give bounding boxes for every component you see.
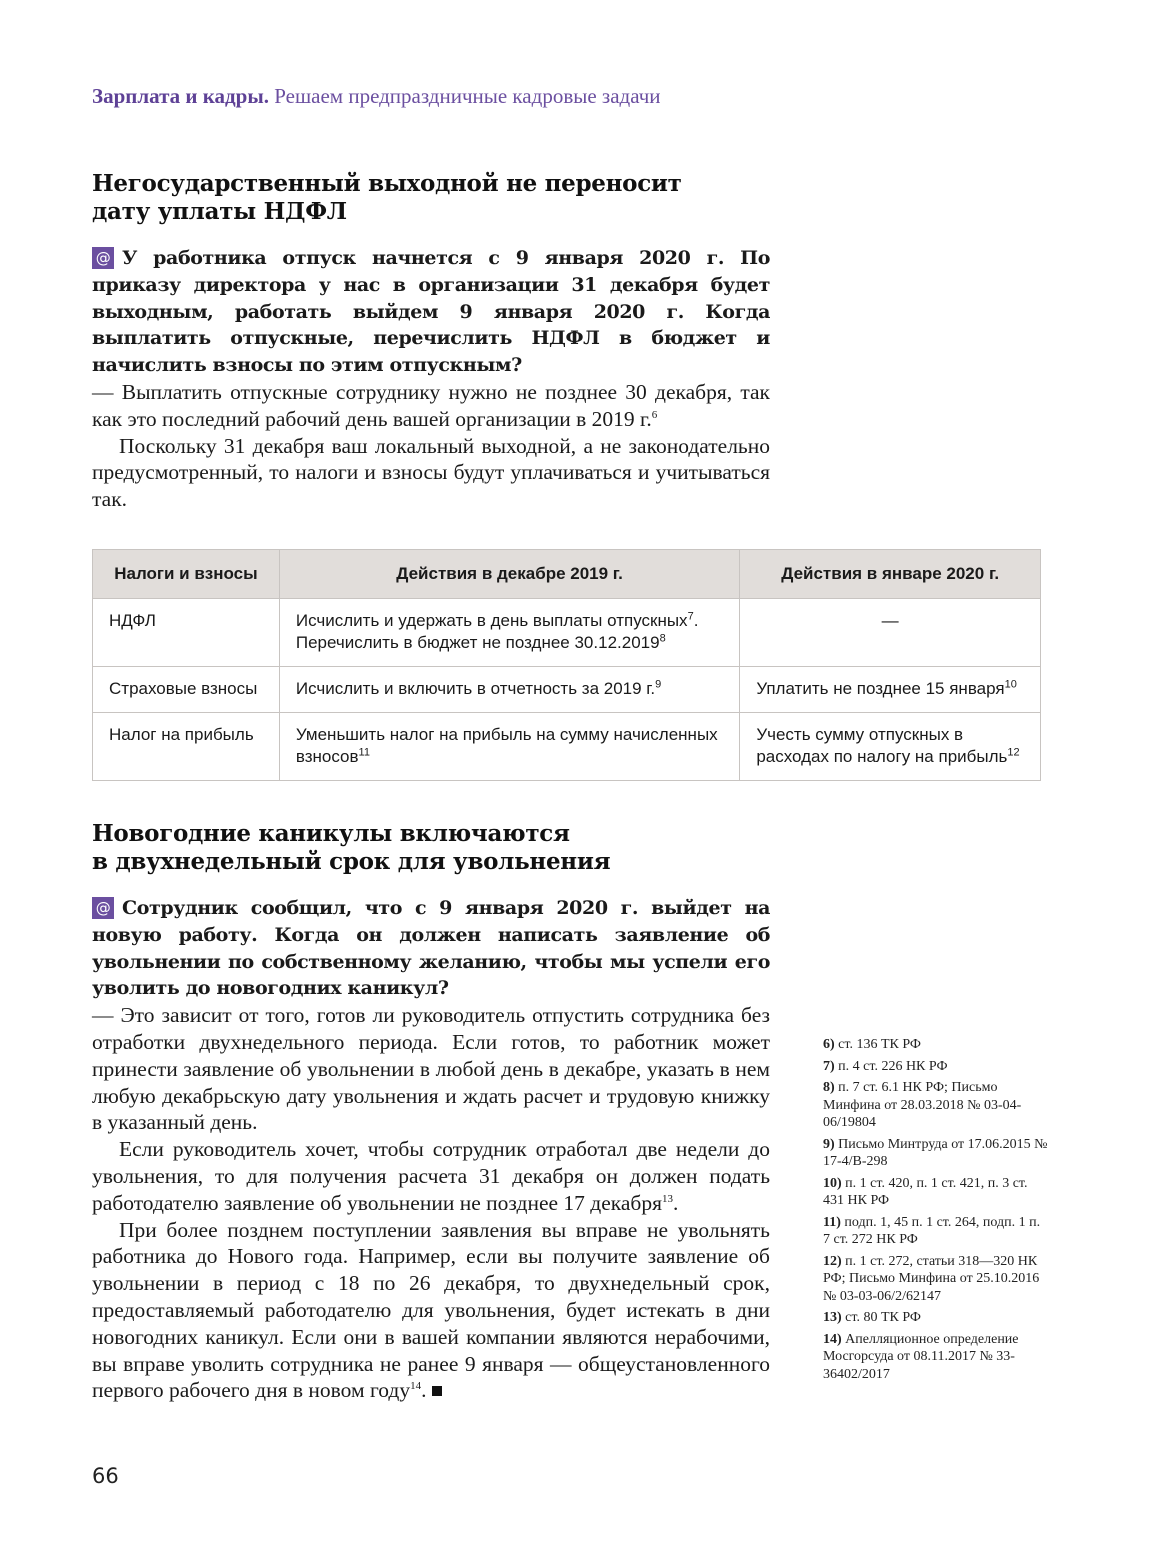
cell-december <box>279 667 739 713</box>
article2-answer-p2-text: Если руководитель хочет, чтобы сотрудник отработал две недели до увольнения, то для получения расчета 31 декабря он должен подать работодателю заявление об увольнении не позднее 17 декабря <box>92 1137 770 1215</box>
footnote-number: 13) <box>823 1310 842 1325</box>
column-header-january: Действия в январе 2020 г. <box>740 550 1041 599</box>
footnote <box>823 1058 1048 1076</box>
cell-text: Перечислить в бюджет не позднее 30.12.2019 <box>295 633 660 652</box>
footnote <box>823 1036 1048 1054</box>
article2-answer-p3: При более позднем поступлении заявления вы вправе не увольнять работника до Нового года. Например, если вы получите заявление об увольнении в период с 18 по 26 декабря, то двухнедельный срок, предоставляемый работодателю для увольнения, будет истекать в дни новогодних каникул. Если они в вашей компании являются нерабочими, вы вправе уволить сотрудника не ранее 9 января — общеустановленного первого рабочего дня в новом году$^{14}$. <box>92 1217 770 1403</box>
article1-answer-p1-text: — Выплатить отпускные сотруднику нужно не позднее 30 декабря, так как это последний рабочий день вашей организации в 2019 г. <box>92 379 770 431</box>
footnote-ref[interactable]: 7 <box>687 610 694 623</box>
footnote-text: п. 1 ст. 420, п. 1 ст. 421, п. 3 ст. 431 НК РФ <box>823 1175 1028 1208</box>
footnote-ref[interactable]: 12 <box>1007 746 1020 759</box>
footnote-text: Письмо Минтруда от 17.06.2015 № 17-4/В-298 <box>823 1136 1048 1169</box>
footnote-number: 14) <box>823 1331 842 1347</box>
article1-heading-line1: Негосударственный выходной не переносит <box>92 170 682 197</box>
footnote-text: п. 1 ст. 272, статьи 318—320 НК РФ; Письмо Минфина от 25.10.2016 № 03-03-06/2/62147 <box>823 1253 1040 1304</box>
article2-answer-p1: — Это зависит от того, готов ли руководитель отпустить сотрудника без отработки двухнедельного периода. Если готов, то работник может принести заявление об увольнении в любой день в декабре, указать в нем любую декабрьскую дату увольнения и ждать расчет и трудовую книжку в указанный день. <box>92 1003 770 1135</box>
article1-question-text: У работника отпуск начнется с 9 января 2020 г. По приказу директора у нас в организации 31 декабря будет выходным, работать выйдем 9 января 2020 г. Когда выплатить отпускные, перечислить НДФЛ в бюджет и начислить взносы по этим отпускным? <box>92 247 770 377</box>
footnote <box>823 1309 1048 1327</box>
running-head <box>92 84 661 109</box>
footnote-text: ст. 80 ТК РФ <box>845 1310 921 1325</box>
column-header-tax: Налоги и взносы <box>93 550 280 599</box>
footnote-ref[interactable]: 14 <box>410 1380 422 1393</box>
footnote-ref[interactable]: 6 <box>651 408 658 421</box>
footnote-number: 6) <box>823 1037 835 1052</box>
footnote-text: Апелляционное определение Мосгорсуда от 08.11.2017 № 33-36402/2017 <box>823 1331 1019 1382</box>
article2-question-text: Сотрудник сообщил, что с 9 января 2020 г. выйдет на новую работу. Когда он должен написать заявление об увольнении по собственному желанию, чтобы мы успели его уволить до новогодних каникул? <box>92 897 770 1000</box>
end-of-article-mark <box>432 1386 442 1396</box>
at-icon: @ <box>92 247 114 269</box>
footnotes-column <box>823 1036 1048 1387</box>
cell-tax: Налог на прибыль <box>93 713 280 781</box>
cell-text: Учесть сумму отпускных в расходах по налогу на прибыль <box>756 725 1008 766</box>
cell-january <box>740 667 1041 713</box>
footnote-number: 7) <box>823 1058 835 1074</box>
cell-text: Исчислить и удержать в день выплаты отпускных <box>295 611 688 630</box>
page-number: 66 <box>92 1464 119 1488</box>
cell-december: Исчислить и удержать в день выплаты отпускных$^7$. Перечислить в бюджет не позднее 30.12.2019$^8$ <box>279 599 739 667</box>
table-row <box>93 667 1041 713</box>
cell-december <box>279 713 739 781</box>
footnote-number: 10) <box>823 1175 842 1191</box>
article1-heading-line2: дату уплаты НДФЛ <box>92 198 347 225</box>
footnote <box>823 1136 1048 1171</box>
at-icon: @ <box>92 897 114 919</box>
footnote <box>823 1331 1048 1384</box>
table-header-row <box>93 550 1041 599</box>
footnote-ref[interactable]: 10 <box>1004 678 1017 691</box>
cell-text: Исчислить и включить в отчетность за 2019 г. <box>295 679 656 698</box>
footnote-ref[interactable]: 8 <box>659 632 666 645</box>
tax-actions-table <box>92 549 1041 781</box>
article2-answer-p2: Если руководитель хочет, чтобы сотрудник отработал две недели до увольнения, то для получения расчета 31 декабря он должен подать работодателю заявление об увольнении не позднее 17 декабря$^{13}$. <box>92 1137 770 1215</box>
footnote-number: 8) <box>823 1080 835 1095</box>
cell-text: Уменьшить налог на прибыль на сумму начисленных взносов <box>295 725 718 766</box>
article2-body <box>92 895 770 1404</box>
article2-heading-line2: в двухнедельный срок для увольнения <box>92 848 611 875</box>
article1-question <box>92 245 770 379</box>
article2-heading-line1: Новогодние каникулы включаются <box>92 820 570 847</box>
table-row <box>93 713 1041 781</box>
table-row <box>93 599 1041 667</box>
footnote-text: подп. 1, 45 п. 1 ст. 264, подп. 1 п. 7 ст. 272 НК РФ <box>823 1214 1041 1247</box>
cell-tax: Страховые взносы <box>93 667 280 713</box>
footnote-number: 12) <box>823 1253 842 1269</box>
running-head-section: Зарплата и кадры. <box>92 84 270 108</box>
cell-january <box>740 713 1041 781</box>
footnote-ref[interactable]: 11 <box>358 746 370 759</box>
cell-text: Уплатить не позднее 15 января <box>756 679 1005 698</box>
column-header-december: Действия в декабре 2019 г. <box>279 550 739 599</box>
cell-january: — <box>740 599 1041 667</box>
article1-heading <box>92 170 682 226</box>
footnote-text: п. 7 ст. 6.1 НК РФ; Письмо Минфина от 28.03.2018 № 03-04-06/19804 <box>823 1080 1022 1130</box>
article1-answer-p1 <box>92 379 770 433</box>
cell-tax: НДФЛ <box>93 599 280 667</box>
footnote-ref[interactable]: 9 <box>655 678 662 691</box>
footnote-text: ст. 136 ТК РФ <box>838 1037 921 1052</box>
footnote <box>823 1175 1048 1210</box>
article1-body <box>92 245 770 513</box>
article2-question <box>92 895 770 1002</box>
article2-answer-p3-text: При более позднем поступлении заявления вы вправе не увольнять работника до Нового года. Например, если вы получите заявление об увольнении в период с 18 по 26 декабря, то двухнедельный срок, предоставляемый работодателю для увольнения, будет истекать в дни новогодних каникул. Если они в вашей компании являются нерабочими, вы вправе уволить сотрудника не ранее 9 января — общеустановленного первого рабочего дня в новом году <box>92 1217 770 1403</box>
article1-answer-p2: Поскольку 31 декабря ваш локальный выходной, а не законодательно предусмотренный, то налоги и взносы будут уплачиваться и учитываться так. <box>92 433 770 512</box>
footnote-ref[interactable]: 13 <box>662 1192 674 1205</box>
footnote <box>823 1214 1048 1249</box>
footnote-number: 9) <box>823 1136 835 1152</box>
footnote <box>823 1079 1048 1132</box>
footnote-number: 11) <box>823 1214 841 1230</box>
article2-heading <box>92 820 610 876</box>
running-head-title: Решаем предпраздничные кадровые задачи <box>274 84 661 108</box>
footnote-text: п. 4 ст. 226 НК РФ <box>838 1058 948 1074</box>
footnote <box>823 1253 1048 1306</box>
